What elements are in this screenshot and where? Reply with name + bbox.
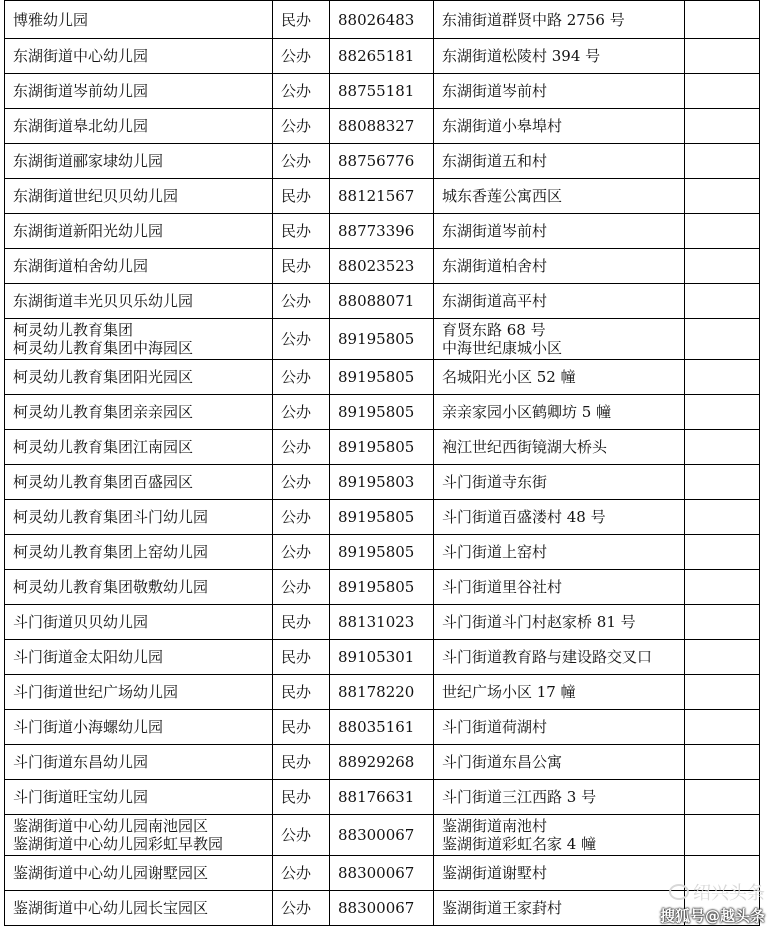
name-cell xyxy=(5,179,273,214)
table-body xyxy=(5,1,760,926)
table-row xyxy=(5,675,760,710)
type-cell: 公办 xyxy=(273,319,330,360)
type-cell: 民办 xyxy=(273,179,330,214)
name-line: 鉴湖街道中心幼儿园南池园区 xyxy=(13,817,209,835)
name-cell xyxy=(5,780,273,815)
table-row xyxy=(5,891,760,926)
empty-cell xyxy=(685,395,760,430)
phone-cell: 88773396 xyxy=(330,214,434,249)
empty-cell xyxy=(685,570,760,605)
table-row xyxy=(5,640,760,675)
empty-cell xyxy=(685,214,760,249)
type-cell: 公办 xyxy=(273,39,330,74)
type-cell: 公办 xyxy=(273,891,330,926)
phone-cell: 88088071 xyxy=(330,284,434,319)
type-cell: 公办 xyxy=(273,500,330,535)
table-row xyxy=(5,535,760,570)
type-cell: 公办 xyxy=(273,360,330,395)
table-row xyxy=(5,710,760,745)
name-cell xyxy=(5,214,273,249)
address-cell xyxy=(434,284,685,319)
phone-cell: 88300067 xyxy=(330,815,434,856)
address-cell xyxy=(434,605,685,640)
name-line: 东湖街道丰光贝贝乐幼儿园 xyxy=(13,292,194,310)
type-cell: 公办 xyxy=(273,535,330,570)
name-line: 东湖街道中心幼儿园 xyxy=(13,47,149,65)
name-cell xyxy=(5,640,273,675)
address-cell xyxy=(434,1,685,39)
name-cell xyxy=(5,500,273,535)
watermark xyxy=(660,879,765,926)
name-line: 鉴湖街道中心幼儿园彩虹早教园 xyxy=(13,835,224,853)
phone-cell: 88035161 xyxy=(330,710,434,745)
name-cell xyxy=(5,360,273,395)
address-line: 东湖街道岑前村 xyxy=(442,82,548,100)
address-cell xyxy=(434,570,685,605)
empty-cell xyxy=(685,144,760,179)
empty-cell xyxy=(685,605,760,640)
name-cell xyxy=(5,144,273,179)
phone-cell: 88755181 xyxy=(330,74,434,109)
table-row xyxy=(5,745,760,780)
address-line: 斗门街道教育路与建设路交叉口 xyxy=(442,648,653,666)
address-cell xyxy=(434,39,685,74)
empty-cell xyxy=(685,249,760,284)
address-line: 东浦街道群贤中路 2756 号 xyxy=(442,10,625,29)
empty-cell xyxy=(685,319,760,360)
address-cell xyxy=(434,360,685,395)
table-row xyxy=(5,284,760,319)
name-line: 柯灵幼儿教育集团阳光园区 xyxy=(13,368,194,386)
name-line: 东湖街道新阳光幼儿园 xyxy=(13,222,164,240)
address-line: 东湖街道高平村 xyxy=(442,292,548,310)
name-line: 柯灵幼儿教育集团百盛园区 xyxy=(13,473,194,491)
watermark-top xyxy=(660,879,765,905)
table-row xyxy=(5,780,760,815)
address-cell xyxy=(434,675,685,710)
address-line: 东湖街道五和村 xyxy=(442,152,548,170)
address-line: 斗门街道东昌公寓 xyxy=(442,753,563,771)
table-row xyxy=(5,360,760,395)
empty-cell xyxy=(685,430,760,465)
address-line: 斗门街道荷湖村 xyxy=(442,718,548,736)
name-cell xyxy=(5,710,273,745)
table-row xyxy=(5,74,760,109)
address-line: 育贤东路 68 号 xyxy=(442,321,546,339)
name-cell xyxy=(5,109,273,144)
table-row xyxy=(5,1,760,39)
name-line: 柯灵幼儿教育集团江南园区 xyxy=(13,438,194,456)
phone-cell: 88300067 xyxy=(330,891,434,926)
name-cell xyxy=(5,465,273,500)
address-line: 东湖街道柏舍村 xyxy=(442,257,548,275)
empty-cell xyxy=(685,360,760,395)
name-line: 斗门街道贝贝幼儿园 xyxy=(13,613,149,631)
name-line: 斗门街道金太阳幼儿园 xyxy=(13,648,164,666)
name-cell xyxy=(5,605,273,640)
address-cell xyxy=(434,465,685,500)
table-row xyxy=(5,500,760,535)
phone-cell: 89195805 xyxy=(330,500,434,535)
empty-cell xyxy=(685,815,760,856)
address-cell xyxy=(434,891,685,926)
type-cell: 民办 xyxy=(273,675,330,710)
empty-cell xyxy=(685,39,760,74)
empty-cell xyxy=(685,675,760,710)
address-cell xyxy=(434,319,685,360)
phone-cell: 88088327 xyxy=(330,109,434,144)
empty-cell xyxy=(685,284,760,319)
name-line: 东湖街道柏舍幼儿园 xyxy=(13,257,149,275)
phone-cell: 89195803 xyxy=(330,465,434,500)
table-row xyxy=(5,856,760,891)
name-line: 鉴湖街道中心幼儿园长宝园区 xyxy=(13,899,209,917)
table-row xyxy=(5,109,760,144)
name-line: 东湖街道岑前幼儿园 xyxy=(13,82,149,100)
kindergarten-table xyxy=(4,0,760,926)
type-cell: 民办 xyxy=(273,640,330,675)
address-cell xyxy=(434,395,685,430)
type-cell: 公办 xyxy=(273,430,330,465)
name-line: 斗门街道旺宝幼儿园 xyxy=(13,788,149,806)
address-line: 袍江世纪西街镜湖大桥头 xyxy=(442,438,608,456)
address-cell xyxy=(434,500,685,535)
address-cell xyxy=(434,745,685,780)
type-cell: 公办 xyxy=(273,856,330,891)
empty-cell xyxy=(685,74,760,109)
name-line: 东湖街道皋北幼儿园 xyxy=(13,117,149,135)
table-row xyxy=(5,179,760,214)
address-cell xyxy=(434,640,685,675)
address-cell xyxy=(434,179,685,214)
address-line: 斗门街道百盛溇村 48 号 xyxy=(442,508,606,526)
address-line: 世纪广场小区 17 幢 xyxy=(442,683,576,701)
phone-cell: 88300067 xyxy=(330,856,434,891)
type-cell: 公办 xyxy=(273,284,330,319)
watermark-top-text: 绍兴头条 xyxy=(693,883,765,904)
name-cell xyxy=(5,891,273,926)
type-cell: 公办 xyxy=(273,570,330,605)
address-cell xyxy=(434,144,685,179)
address-cell xyxy=(434,815,685,856)
address-cell xyxy=(434,109,685,144)
empty-cell xyxy=(685,535,760,570)
phone-cell: 88026483 xyxy=(330,1,434,39)
name-cell xyxy=(5,535,273,570)
table-row xyxy=(5,430,760,465)
address-cell xyxy=(434,780,685,815)
table-row xyxy=(5,39,760,74)
type-cell: 民办 xyxy=(273,605,330,640)
table-row xyxy=(5,249,760,284)
name-line: 柯灵幼儿教育集团中海园区 xyxy=(13,339,194,357)
name-cell xyxy=(5,675,273,710)
name-line: 斗门街道世纪广场幼儿园 xyxy=(13,683,179,701)
table-row xyxy=(5,605,760,640)
name-cell xyxy=(5,745,273,780)
name-cell xyxy=(5,1,273,39)
type-cell: 公办 xyxy=(273,395,330,430)
type-cell: 民办 xyxy=(273,249,330,284)
address-line: 东湖街道岑前村 xyxy=(442,222,548,240)
name-cell xyxy=(5,319,273,360)
name-line: 柯灵幼儿教育集团敬敷幼儿园 xyxy=(13,578,209,596)
name-line: 鉴湖街道中心幼儿园谢墅园区 xyxy=(13,864,209,882)
type-cell: 民办 xyxy=(273,780,330,815)
name-cell xyxy=(5,815,273,856)
name-line: 东湖街道世纪贝贝幼儿园 xyxy=(13,187,179,205)
empty-cell xyxy=(685,640,760,675)
type-cell: 民办 xyxy=(273,1,330,39)
address-line: 亲亲家园小区鹤卿坊 5 幢 xyxy=(442,403,612,421)
address-cell xyxy=(434,249,685,284)
empty-cell xyxy=(685,109,760,144)
name-line: 柯灵幼儿教育集团 xyxy=(13,321,134,339)
watermark-bottom-text: 搜狐号@越头条 xyxy=(659,907,765,925)
phone-cell: 88176631 xyxy=(330,780,434,815)
name-cell xyxy=(5,395,273,430)
phone-cell: 88023523 xyxy=(330,249,434,284)
address-line: 斗门街道上窑村 xyxy=(442,543,548,561)
address-line: 鉴湖街道谢墅村 xyxy=(442,864,548,882)
name-cell xyxy=(5,570,273,605)
empty-cell xyxy=(685,179,760,214)
address-cell xyxy=(434,74,685,109)
address-line: 鉴湖街道南池村 xyxy=(442,817,548,835)
phone-cell: 89195805 xyxy=(330,570,434,605)
table-row xyxy=(5,319,760,360)
address-line: 斗门街道斗门村赵家桥 81 号 xyxy=(442,613,636,631)
phone-cell: 88121567 xyxy=(330,179,434,214)
table-row xyxy=(5,144,760,179)
address-line: 鉴湖街道彩虹名家 4 幢 xyxy=(442,835,597,853)
address-line: 东湖街道松陵村 394 号 xyxy=(442,47,601,65)
address-line: 斗门街道里谷社村 xyxy=(442,578,563,596)
name-line: 东湖街道郦家埭幼儿园 xyxy=(13,152,164,170)
phone-cell: 88131023 xyxy=(330,605,434,640)
phone-cell: 88756776 xyxy=(330,144,434,179)
phone-cell: 88929268 xyxy=(330,745,434,780)
phone-cell: 89105301 xyxy=(330,640,434,675)
name-line: 斗门街道东昌幼儿园 xyxy=(13,753,149,771)
type-cell: 民办 xyxy=(273,745,330,780)
table-row xyxy=(5,815,760,856)
empty-cell xyxy=(685,1,760,39)
address-cell xyxy=(434,430,685,465)
name-cell xyxy=(5,74,273,109)
address-line: 名城阳光小区 52 幢 xyxy=(442,368,576,386)
name-line: 斗门街道小海螺幼儿园 xyxy=(13,718,164,736)
address-line: 斗门街道寺东街 xyxy=(442,473,548,491)
type-cell: 公办 xyxy=(273,109,330,144)
phone-cell: 89195805 xyxy=(330,319,434,360)
name-line: 柯灵幼儿教育集团斗门幼儿园 xyxy=(13,508,209,526)
address-line: 东湖街道小皋埠村 xyxy=(442,117,563,135)
type-cell: 公办 xyxy=(273,144,330,179)
phone-cell: 89195805 xyxy=(330,395,434,430)
empty-cell xyxy=(685,500,760,535)
address-cell xyxy=(434,214,685,249)
phone-cell: 89195805 xyxy=(330,430,434,465)
table-row xyxy=(5,465,760,500)
type-cell: 民办 xyxy=(273,214,330,249)
phone-cell: 89195805 xyxy=(330,535,434,570)
empty-cell xyxy=(685,710,760,745)
type-cell: 公办 xyxy=(273,74,330,109)
name-cell xyxy=(5,284,273,319)
empty-cell xyxy=(685,745,760,780)
address-cell xyxy=(434,710,685,745)
phone-cell: 88265181 xyxy=(330,39,434,74)
type-cell: 民办 xyxy=(273,710,330,745)
phone-cell: 89195805 xyxy=(330,360,434,395)
table-row xyxy=(5,214,760,249)
table-row xyxy=(5,570,760,605)
wechat-icon xyxy=(669,884,689,900)
address-line: 中海世纪康城小区 xyxy=(442,339,563,357)
address-cell xyxy=(434,535,685,570)
phone-cell: 88178220 xyxy=(330,675,434,710)
empty-cell xyxy=(685,465,760,500)
address-line: 城东香莲公寓西区 xyxy=(442,187,563,205)
type-cell: 公办 xyxy=(273,815,330,856)
address-cell xyxy=(434,856,685,891)
name-cell xyxy=(5,39,273,74)
table-row xyxy=(5,395,760,430)
address-line: 鉴湖街道王家葑村 xyxy=(442,899,563,917)
address-line: 斗门街道三江西路 3 号 xyxy=(442,788,597,806)
name-cell xyxy=(5,856,273,891)
name-line: 柯灵幼儿教育集团上窑幼儿园 xyxy=(13,543,209,561)
name-line: 柯灵幼儿教育集团亲亲园区 xyxy=(13,403,194,421)
name-cell xyxy=(5,249,273,284)
type-cell: 公办 xyxy=(273,465,330,500)
empty-cell xyxy=(685,780,760,815)
name-line: 博雅幼儿园 xyxy=(13,10,89,29)
name-cell xyxy=(5,430,273,465)
